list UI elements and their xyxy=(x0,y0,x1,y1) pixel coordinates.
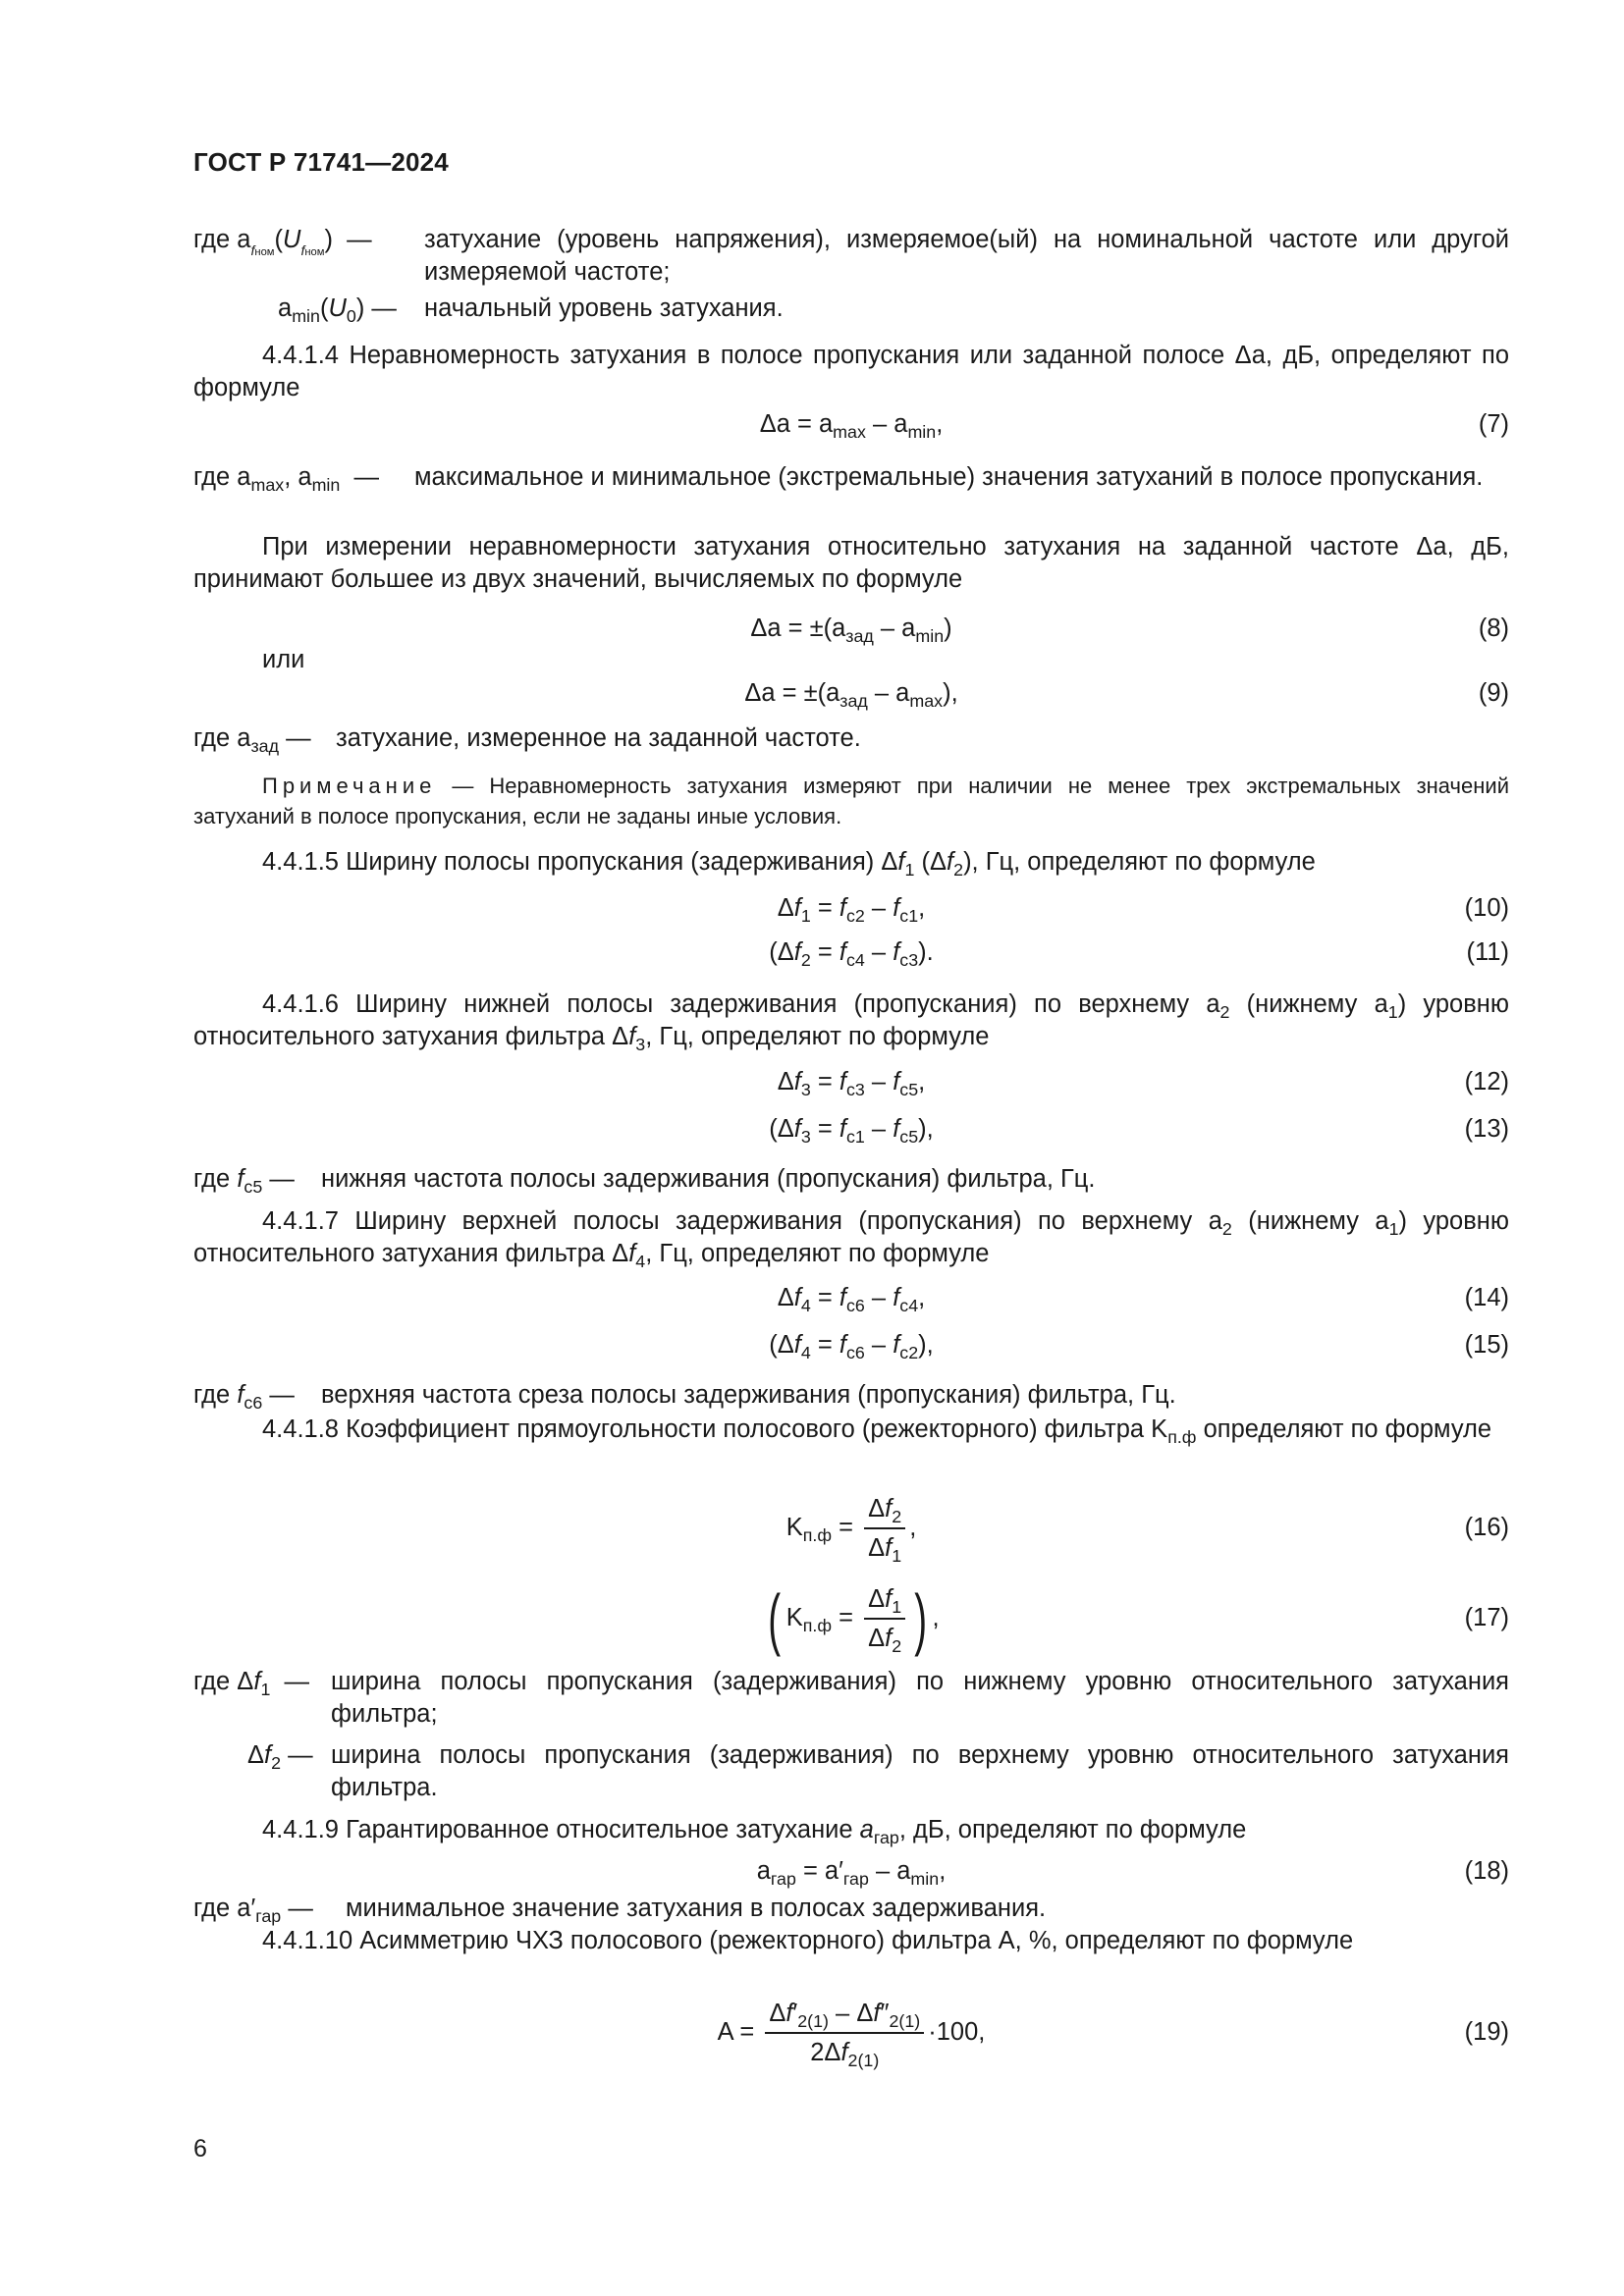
formula-number: (16) xyxy=(1464,1514,1509,1541)
clause-4-4-1-8: 4.4.1.8 Коэффициент прямоугольности полосового (режекторного) фильтра $K_{п.ф}$ определяют по формуле xyxy=(262,1415,1492,1448)
definition-fc5: где $f_{c5}$ — нижняя частота полосы задерживания (пропускания) фильтра, Гц. xyxy=(193,1163,1509,1196)
note-block xyxy=(193,771,1509,831)
note-text: — Неравномерность затухания измеряют при наличии не менее трех экстремальных значений затуханий в полосе пропускания, если не заданы иные условия. xyxy=(193,774,1509,828)
formula-15: $(\Delta f_4 = f_{c6} - f_{c2})$, (15) xyxy=(193,1325,1509,1364)
formula-9: $\Delta a = \pm(a_{зад} - a_{max})$, (9) xyxy=(193,673,1509,713)
paragraph-measurement: При измерении неравномерности затухания относительно затухания на заданной частоте Δa, дБ, принимают большее из двух значений, вычисляемых по формуле xyxy=(193,533,1509,593)
definition-azad: где $a_{зад}$ — затухание, измеренное на заданной частоте. xyxy=(193,722,1509,755)
formula-number: (13) xyxy=(1464,1115,1509,1143)
definition-text: нижняя частота полосы задерживания (пропускания) фильтра, Гц. xyxy=(321,1165,1096,1193)
formula-18: $a_{гар} = a'_{гар} - a_{min}$, (18) xyxy=(193,1851,1509,1891)
definition-amin: $a_{min}(U_0)$ — начальный уровень затухания. xyxy=(193,293,1509,325)
page-number: 6 xyxy=(193,2135,207,2163)
formula-7: $\Delta a = a_{max} - a_{min}$, (7) xyxy=(193,404,1509,444)
definition-df1: где $\Delta f_1$ — ширина полосы пропускания (задерживания) по нижнему уровню относительного затухания фильтра; xyxy=(193,1666,1509,1735)
clause-4-4-1-5: 4.4.1.5 Ширину полосы пропускания (задерживания) $\Delta f_1$ $(\Delta f_2)$, Гц, определяют по формуле xyxy=(262,848,1316,881)
formula-11: $(\Delta f_2 = f_{c4} - f_{c3})$. (11) xyxy=(193,933,1509,972)
document-header: ГОСТ Р 71741—2024 xyxy=(193,147,449,177)
formula-16: $K_{п.ф}$ = $\frac{\Delta f_2}{\Delta f_1}$ , (16) xyxy=(193,1488,1509,1567)
formula-number: (8) xyxy=(1478,614,1509,642)
formula-10: $\Delta f_1 = f_{c2} - f_{c1}$, (10) xyxy=(193,888,1509,928)
definition-text: верхняя частота среза полосы задерживания (пропускания) фильтра, Гц. xyxy=(321,1381,1176,1409)
formula-number: (10) xyxy=(1464,894,1509,922)
clause-4-4-1-6: 4.4.1.6 Ширину нижней полосы задерживания (пропускания) по верхнему $a_2$ (нижнему $a_1$) уровню относительного затухания фильтра $\Delta f_3$, Гц, определяют по формуле xyxy=(193,990,1509,1055)
clause-4-4-1-4: 4.4.1.4 Неравномерность затухания в полосе пропускания или заданной полосе Δa, дБ, определяют по формуле xyxy=(193,342,1509,401)
note-label: Примечание xyxy=(262,774,437,798)
definition-text: затухание (уровень напряжения), измеряемое(ый) на номинальной частоте или другой измеряемой частоте; xyxy=(424,226,1509,286)
definition-text: минимальное значение затухания в полосах задерживания. xyxy=(346,1895,1047,1922)
formula-number: (15) xyxy=(1464,1331,1509,1359)
definition-fc6: где $f_{c6}$ — верхняя частота среза полосы задерживания (пропускания) фильтра, Гц. xyxy=(193,1379,1509,1412)
formula-number: (19) xyxy=(1464,2018,1509,2046)
definition-agar: где $a'_{гар}$ — минимальное значение затухания в полосах задерживания. xyxy=(193,1893,1509,1925)
definition-text: ширина полосы пропускания (задерживания) по верхнему уровню относительного затухания фильтра. xyxy=(331,1741,1509,1801)
clause-4-4-1-10: 4.4.1.10 Асимметрию ЧХЗ полосового (режекторного) фильтра A, %, определяют по формуле xyxy=(262,1927,1354,1954)
definition-df2: $\Delta f_2$ — ширина полосы пропускания (задерживания) по верхнему уровню относительного затухания фильтра. xyxy=(193,1739,1509,1808)
formula-13: $(\Delta f_3 = f_{c1} - f_{c5})$, (13) xyxy=(193,1109,1509,1148)
formula-number: (14) xyxy=(1464,1284,1509,1311)
definition-a-fnom: где $a_{fном}(U_{fном})$ — затухание (уровень напряжения), измеряемое(ый) на номинальной частоте или другой измеряемой частоте; xyxy=(193,224,1509,293)
or-word: или xyxy=(262,646,305,673)
formula-8: $\Delta a = \pm(a_{зад} - a_{min})$ (8) xyxy=(193,609,1509,648)
definition-text: максимальное и минимальное (экстремальные) значения затуханий в полосе пропускания. xyxy=(414,463,1484,491)
definition-text: начальный уровень затухания. xyxy=(424,294,784,322)
formula-17: ( $K_{п.ф}$ = $\frac{\Delta f_1}{\Delta f_2}$ ) , (17) xyxy=(768,1580,1509,1658)
formula-number: (17) xyxy=(1464,1604,1509,1631)
formula-number: (12) xyxy=(1464,1068,1509,1095)
formula-number: (7) xyxy=(1478,410,1509,438)
clause-4-4-1-7: 4.4.1.7 Ширину верхней полосы задерживания (пропускания) по верхнему $a_2$ (нижнему $a_1$) уровню относительного затухания фильтра $\Delta f_4$, Гц, определяют по формуле xyxy=(193,1207,1509,1272)
formula-number: (18) xyxy=(1464,1857,1509,1885)
formula-number: (11) xyxy=(1466,938,1509,966)
formula-number: (9) xyxy=(1478,679,1509,707)
definition-text: ширина полосы пропускания (задерживания) по нижнему уровню относительного затухания фильтра; xyxy=(331,1668,1509,1728)
formula-12: $\Delta f_3 = f_{c3} - f_{c5}$, (12) xyxy=(193,1062,1509,1101)
formula-19: A = $\frac{\Delta f'_{2(1)} - \Delta f''_{2(1)}}{2\Delta f_{2(1)}}$ ·100, (19) xyxy=(193,1978,1509,2086)
definition-amax-amin: где $a_{max}$, $a_{min}$ — максимальное и минимальное (экстремальные) значения затуханий в полосе пропускания. xyxy=(193,461,1509,526)
clause-4-4-1-9: 4.4.1.9 Гарантированное относительное затухание $a_{гар}$, дБ, определяют по формуле xyxy=(262,1816,1247,1848)
definition-text: затухание, измеренное на заданной частоте. xyxy=(336,724,861,752)
formula-14: $\Delta f_4 = f_{c6} - f_{c4}$, (14) xyxy=(193,1278,1509,1317)
